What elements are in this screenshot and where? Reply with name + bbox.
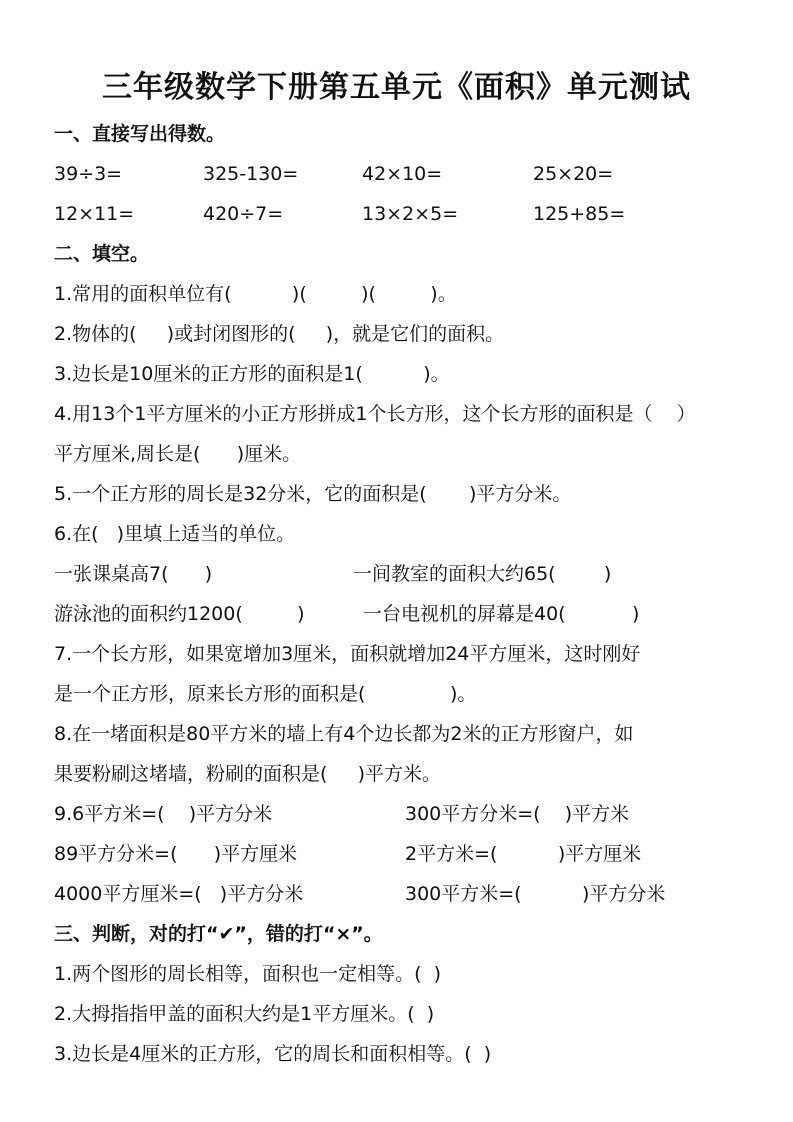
question-8-cont: 果要粉刷这堵墙，粉刷的面积是( )平方米。 (54, 763, 442, 785)
question-6: 6.在( )里填上适当的单位。 (54, 523, 296, 545)
unit-item: 游泳池的面积约1200( ) (54, 603, 305, 625)
calc-item: 420÷7= (203, 203, 284, 225)
question-8: 8.在一堵面积是80平方米的墙上有4个边长都为2米的正方形窗户，如 (54, 723, 634, 745)
question-4: 4.用13个1平方厘米的小正方形拼成1个长方形，这个长方形的面积是（ ） (54, 403, 696, 425)
judge-item: 2.大拇指指甲盖的面积大约是1平方厘米。( ) (54, 1003, 435, 1025)
judge-item: 3.边长是4厘米的正方形，它的周长和面积相等。( ) (54, 1043, 492, 1065)
conversion-item: 89平方分米=( )平方厘米 (54, 843, 298, 865)
question-5: 5.一个正方形的周长是32分米，它的面积是( )平方分米。 (54, 483, 572, 505)
calc-item: 13×2×5= (362, 203, 459, 225)
question-7-cont: 是一个正方形，原来长方形的面积是( )。 (54, 683, 477, 705)
page-title: 三年级数学下册第五单元《面积》单元测试 (102, 70, 691, 105)
question-2: 2.物体的( )或封闭图形的( )，就是它们的面积。 (54, 323, 505, 345)
calc-item: 125+85= (533, 203, 626, 225)
question-7: 7.一个长方形，如果宽增加3厘米，面积就增加24平方厘米，这时刚好 (54, 643, 641, 665)
conversion-item: 4000平方厘米=( )平方分米 (54, 883, 304, 905)
section-3-heading: 三、判断，对的打“✔”，错的打“×”。 (54, 923, 383, 945)
question-4-cont: 平方厘米,周长是( )厘米。 (54, 443, 302, 465)
calc-item: 42×10= (362, 163, 443, 185)
unit-item: 一台电视机的屏幕是40( ) (363, 603, 640, 625)
section-2-heading: 二、填空。 (54, 243, 150, 265)
question-1: 1.常用的面积单位有( )( )( )。 (54, 283, 457, 305)
calc-item: 12×11= (54, 203, 135, 225)
calc-item: 325-130= (203, 163, 299, 185)
calc-item: 25×20= (533, 163, 614, 185)
section-1-heading: 一、直接写出得数。 (54, 123, 226, 145)
conversion-item: 300平方分米=( )平方米 (405, 803, 630, 825)
conversion-item: 2平方米=( )平方厘米 (405, 843, 642, 865)
calc-item: 39÷3= (54, 163, 123, 185)
conversion-item: 9.6平方米=( )平方分米 (54, 803, 273, 825)
unit-item: 一张课桌高7( ) (54, 563, 213, 585)
conversion-item: 300平方米=( )平方分米 (405, 883, 666, 905)
unit-item: 一间教室的面积大约65( ) (353, 563, 612, 585)
question-3: 3.边长是10厘米的正方形的面积是1( )。 (54, 363, 450, 385)
judge-item: 1.两个图形的周长相等，面积也一定相等。( ) (54, 963, 442, 985)
